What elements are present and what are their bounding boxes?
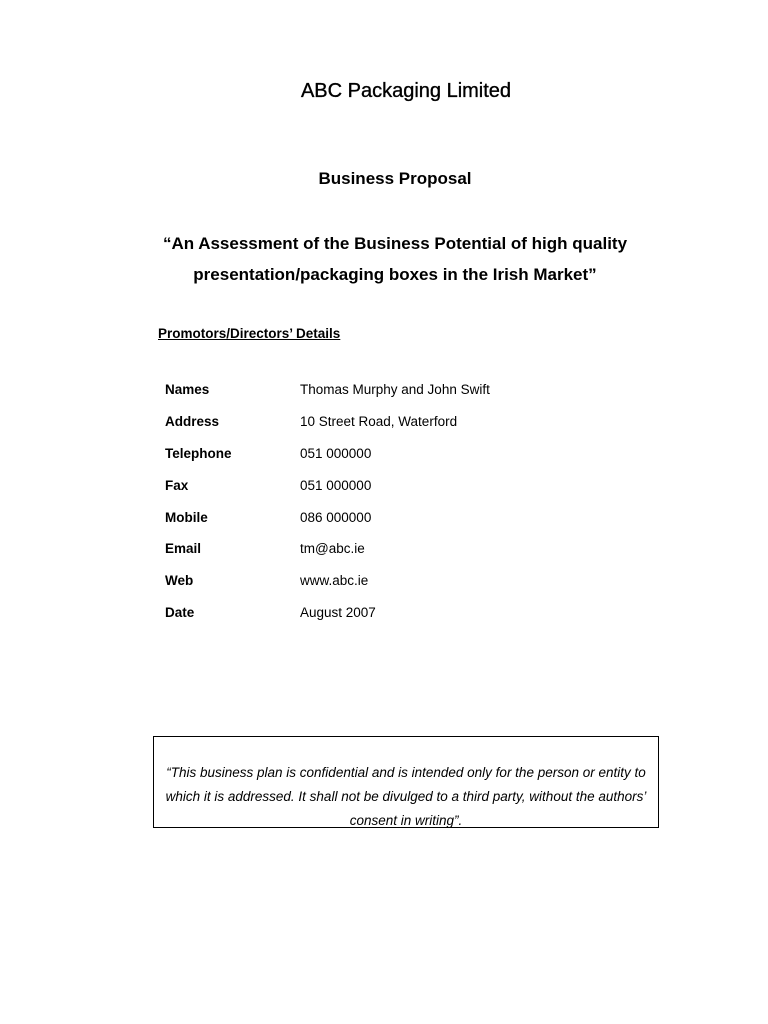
- detail-label: Telephone: [165, 445, 232, 461]
- detail-row-mobile: [165, 509, 490, 541]
- detail-label: Mobile: [165, 509, 208, 525]
- detail-row-date: [165, 604, 490, 636]
- detail-value: 10 Street Road, Waterford: [300, 413, 458, 429]
- detail-value: Thomas Murphy and John Swift: [300, 382, 490, 397]
- detail-value: 051 000000: [300, 477, 372, 493]
- detail-label: Fax: [165, 477, 189, 493]
- detail-value: August 2007: [300, 605, 376, 621]
- document-type: Business Proposal: [318, 169, 472, 188]
- proposal-title-line-2: presentation/packaging boxes in the Irish Market”: [193, 265, 597, 284]
- proposal-title: [0, 228, 768, 290]
- proposal-title-line-1: “An Assessment of the Business Potential of high quality: [162, 234, 628, 253]
- detail-row-names: [165, 381, 490, 413]
- detail-row-address: [165, 413, 490, 445]
- promotors-details-list: [165, 381, 490, 636]
- detail-value: www.abc.ie: [300, 573, 369, 589]
- detail-value: tm@abc.ie: [300, 541, 365, 557]
- detail-value: 086 000000: [300, 509, 372, 525]
- confidentiality-notice-box: [153, 736, 659, 828]
- detail-row-web: [165, 572, 490, 604]
- promotors-section-heading: Promotors/Directors’ Details: [158, 326, 341, 341]
- detail-value: 051 000000: [300, 445, 372, 461]
- detail-label: Names: [165, 382, 210, 397]
- detail-label: Web: [165, 573, 194, 589]
- detail-row-email: [165, 540, 490, 572]
- detail-row-fax: [165, 477, 490, 509]
- detail-row-telephone: [165, 445, 490, 477]
- detail-label: Email: [165, 541, 202, 557]
- detail-label: Address: [165, 413, 220, 429]
- company-name: ABC Packaging Limited: [300, 80, 512, 102]
- detail-label: Date: [165, 605, 195, 621]
- confidentiality-notice-text: “This business plan is confidential and is intended only for the person or entity to which it is addressed. It shall not be divulged to a third party, without the authors’ consent in writing”.: [165, 765, 647, 828]
